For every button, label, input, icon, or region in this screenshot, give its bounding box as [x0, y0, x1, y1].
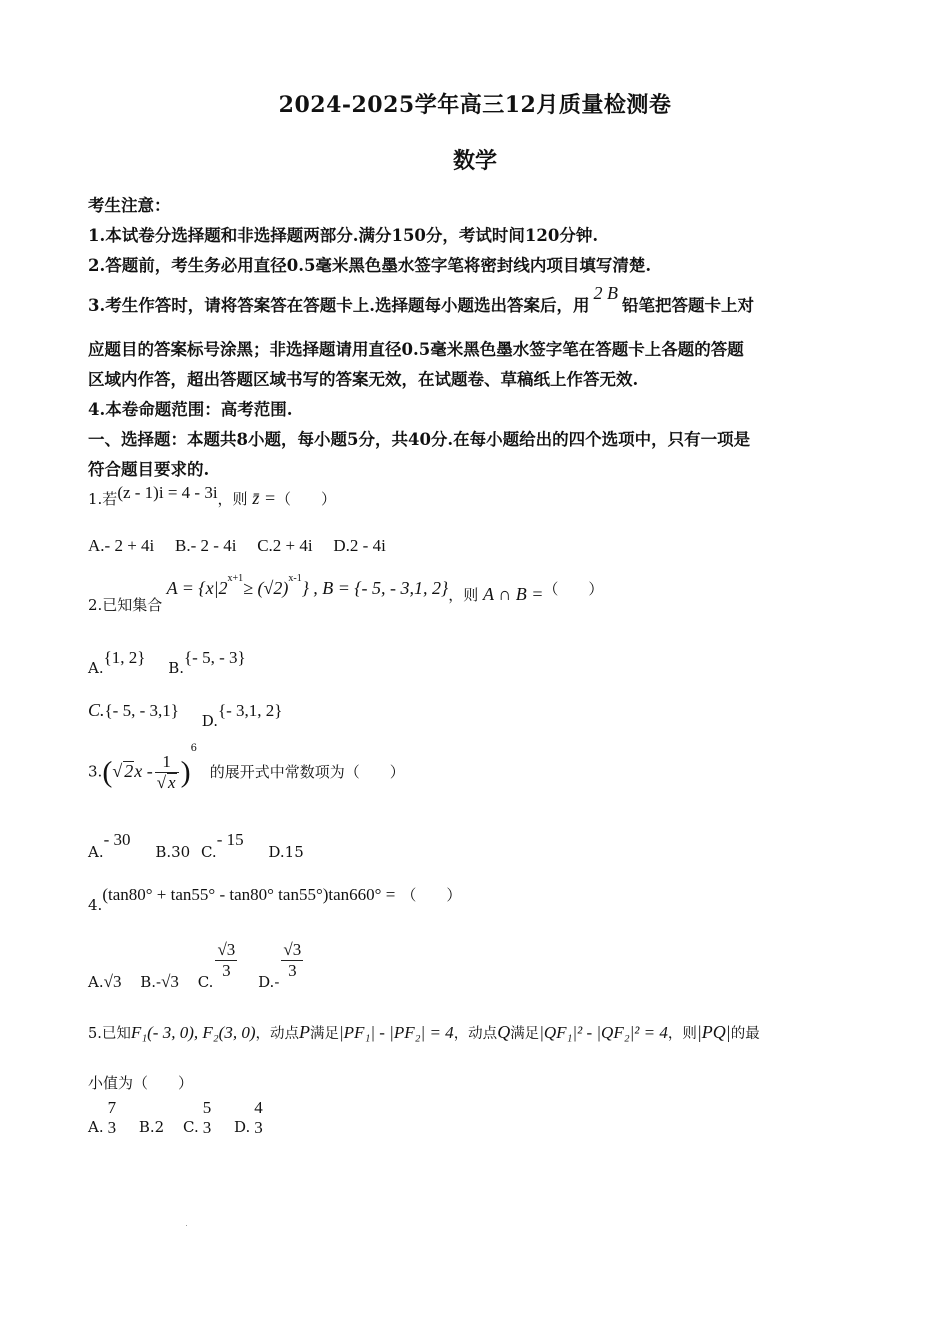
q4-option-c[interactable]: C. $\frac{√3}{3}$ [197, 940, 236, 991]
q5-text-3: ，动点 [453, 1026, 498, 1042]
question-1 [88, 483, 858, 509]
question-2 [88, 573, 858, 614]
q2-mid: ，则 [448, 586, 479, 604]
q3-sqrt-2x: √ 2x - [112, 760, 153, 781]
q5-option-d[interactable]: D. 4 3 [234, 1098, 263, 1137]
q5-option-a[interactable]: A. 7 3 [88, 1098, 117, 1137]
notice-item-3-part-a: 3.考生作答时，请将答案答在答题卡上.选择题每小题选出答案后，用 [88, 296, 590, 315]
q5-condition-1: |PF₁| - |PF₂| = 4 [339, 1023, 454, 1042]
q5-line-2: 小值为（ ） [88, 1074, 194, 1092]
notice-item-4: 4.本卷命题范围：高考范围. [88, 400, 293, 419]
q5-option-c[interactable]: C. 5 3 [183, 1098, 212, 1137]
q3-option-b[interactable]: B.30 [155, 843, 191, 861]
q5-point-p: P [299, 1022, 310, 1042]
q5-condition-2: |QF₁|² - |QF₂|² = 4 [539, 1023, 668, 1042]
section-heading-line-2: 符合题目要求的. [88, 460, 210, 479]
q2-options-row-1 [88, 648, 858, 677]
q2-option-b[interactable]: B.{- 5, - 3} [168, 648, 246, 677]
q2-blank: （ ） [543, 580, 604, 598]
notice-item-3-cont-1: 应题目的答案标号涂黑；非选择题请用直径0.5毫米黑色墨水签字笔在答题卡上各题的答题 [88, 340, 744, 359]
left-paren: ( [102, 755, 113, 789]
q3-option-d[interactable]: D.15 [268, 843, 304, 861]
notice-item-3-part-b: 铅笔把答题卡上对 [621, 296, 754, 315]
q5-foci: F₁(- 3, 0), F₂(3, 0) [130, 1023, 256, 1042]
q5-options [88, 1098, 858, 1138]
q5-text-5: ，则 [667, 1026, 697, 1042]
q2-option-c[interactable]: C.{- 5, - 3,1} [88, 700, 179, 720]
notice-heading: 考生注意： [88, 196, 171, 215]
q1-option-b[interactable]: B.- 2 - 4i [175, 536, 237, 555]
q1-mid: ，则 [217, 490, 248, 508]
q2-option-d[interactable]: D.{- 3,1, 2} [201, 701, 283, 730]
q3-option-a[interactable]: A.- 30 [88, 830, 131, 861]
notice-item-2: 2.答题前，考生务必用直径0.5毫米黑色墨水签字笔将密封线内项目填写清楚. [88, 256, 652, 275]
q1-options [88, 536, 858, 556]
q1-option-c[interactable]: C.2 + 4i [257, 536, 313, 555]
question-4 [88, 884, 858, 914]
question-3 [88, 742, 858, 793]
q3-exponent: 6 [190, 742, 197, 754]
q5-point-q: Q [497, 1022, 511, 1042]
right-paren: ) [180, 755, 191, 789]
q3-option-c[interactable]: C.- 15 [200, 830, 244, 861]
exam-subject: 数学 [452, 148, 497, 174]
q1-prefix: 1.若 [88, 490, 118, 508]
q3-options [88, 830, 858, 861]
q5-text-2: 满足 [310, 1026, 339, 1042]
question-5 [88, 1022, 858, 1043]
q2-set-a: $A = \{x|2^{x+1}\ge (√2)^{x-1}\}$ [166, 573, 309, 598]
q1-blank: （ ） [276, 490, 337, 508]
q4-option-a[interactable]: A.√3 [88, 971, 122, 991]
q5-distance-pq: |PQ| [696, 1022, 731, 1042]
q1-option-a[interactable]: A.- 2 + 4i [88, 536, 155, 555]
q3-prefix: 3. [88, 762, 103, 781]
q5-text-4: 满足 [510, 1026, 540, 1042]
scan-speck [186, 1225, 187, 1226]
q2-set-b: , B = {- 5, - 3,1, 2} [313, 578, 449, 598]
q4-option-b[interactable]: B.-√3 [140, 971, 179, 991]
notice-item-1: 1.本试卷分选择题和非选择题两部分.满分150分，考试时间120分钟. [88, 226, 599, 245]
q2-option-a[interactable]: A.{1, 2} [88, 648, 146, 677]
q1-expression: (z - 1)i = 4 - 3i [117, 483, 218, 502]
q5-prefix: 5.已知 [88, 1026, 131, 1042]
q5-text-6: 的最 [730, 1026, 760, 1042]
q5-option-b[interactable]: B.2 [138, 1118, 165, 1136]
q2-prefix: 2.已知集合 [88, 596, 163, 614]
q4-blank: （ ） [401, 886, 462, 904]
q1-target: z̄ = [252, 488, 276, 508]
q3-fraction: $\frac{1}{√ x}$ [155, 752, 179, 793]
q2-options-row-2 [88, 700, 858, 730]
notice-item-3 [88, 283, 858, 316]
q2-target: A ∩ B = [483, 584, 544, 604]
notice-item-3-cont-2: 区域内作答，超出答题区域书写的答案无效，在试题卷、草稿纸上作答无效. [88, 370, 639, 389]
q4-prefix: 4. [88, 896, 103, 914]
q4-expression: (tan80° + tan55° - tan80° tan55°)tan660° = [102, 885, 396, 904]
q4-option-d[interactable]: D.- $\frac{√3}{3}$ [258, 940, 302, 991]
q5-text-1: ，动点 [255, 1026, 299, 1042]
pencil-grade: 2 B [593, 283, 618, 303]
q3-text: 的展开式中常数项为（ ） [209, 762, 405, 781]
q1-option-d[interactable]: D.2 - 4i [333, 536, 386, 555]
exam-title: 2024-2025学年高三12月质量检测卷 [278, 92, 672, 118]
q4-options [88, 940, 858, 991]
section-heading-line-1: 一、选择题：本题共8小题，每小题5分，共40分.在每小题给出的四个选项中，只有一项是 [88, 430, 751, 449]
